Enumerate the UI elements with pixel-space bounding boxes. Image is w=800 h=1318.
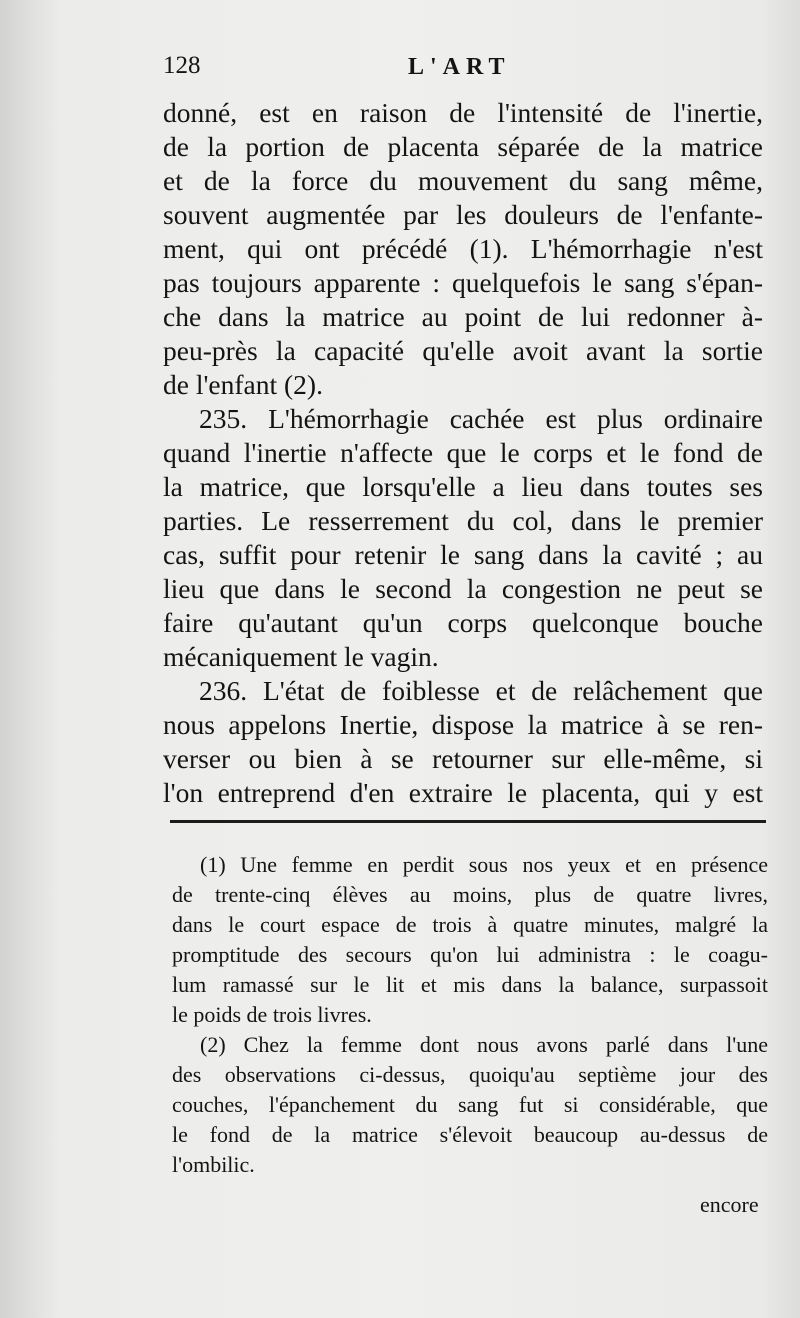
text-line: de la portion de placenta séparée de la matrice [163, 131, 763, 162]
running-head: L'ART [408, 54, 511, 80]
text-line: cas, suffit pour retenir le sang dans la cavité ; au [163, 539, 763, 570]
footnote-line: des observations ci-dessus, quoiqu'au septième jour des [172, 1062, 768, 1087]
paragraph-236-start: 236. L'état de foiblesse et de relâchement que [199, 675, 763, 706]
text-line: pas toujours apparente : quelquefois le sang s'épan- [163, 267, 763, 298]
page-header [163, 52, 763, 92]
text-line: parties. Le resserrement du col, dans le premier [163, 505, 763, 536]
text-line: et de la force du mouvement du sang même, [163, 165, 763, 196]
paragraph-235-start: 235. L'hémorrhagie cachée est plus ordinaire [199, 403, 763, 434]
text-line: de l'enfant (2). [163, 369, 323, 400]
text-line: peu-près la capacité qu'elle avoit avant la sortie [163, 335, 763, 366]
footnote-line: l'ombilic. [172, 1152, 255, 1177]
text-line: donné, est en raison de l'intensité de l'inertie, [163, 97, 763, 128]
page-number: 128 [163, 52, 201, 79]
footnote-line: lum ramassé sur le lit et mis dans la balance, surpassoit [172, 972, 768, 997]
footnote-line: le fond de la matrice s'élevoit beaucoup au-dessus de [172, 1122, 768, 1147]
footnote-line: promptitude des secours qu'on lui administra : le coagu- [172, 942, 768, 967]
footnote-line: couches, l'épanchement du sang fut si considérable, que [172, 1092, 768, 1117]
footnote-line: dans le court espace de trois à quatre minutes, malgré la [172, 912, 768, 937]
text-line: l'on entreprend d'en extraire le placenta, qui y est [163, 777, 763, 808]
text-line: che dans la matrice au point de lui redonner à- [163, 301, 763, 332]
catchword: encore [700, 1192, 759, 1217]
main-text [163, 96, 763, 810]
text-line: la matrice, que lorsqu'elle a lieu dans toutes ses [163, 471, 763, 502]
footnote-line: le poids de trois livres. [172, 1002, 372, 1027]
text-line: nous appelons Inertie, dispose la matrice à se ren- [163, 709, 763, 740]
footnote-line: de trente-cinq élèves au moins, plus de quatre livres, [172, 882, 768, 907]
footnote-2-start: (2) Chez la femme dont nous avons parlé dans l'une [200, 1032, 768, 1057]
footnote-1-start: (1) Une femme en perdit sous nos yeux et en présence [200, 852, 768, 877]
text-line: ment, qui ont précédé (1). L'hémorrhagie n'est [163, 233, 763, 264]
text-line: quand l'inertie n'affecte que le corps et le fond de [163, 437, 763, 468]
footnote-divider [170, 820, 766, 823]
text-line: souvent augmentée par les douleurs de l'enfante- [163, 199, 763, 230]
text-line: verser ou bien à se retourner sur elle-même, si [163, 743, 763, 774]
text-line: lieu que dans le second la congestion ne peut se [163, 573, 763, 604]
footnotes [172, 850, 768, 1180]
text-line: faire qu'autant qu'un corps quelconque bouche [163, 607, 763, 638]
text-line: mécaniquement le vagin. [163, 641, 439, 672]
